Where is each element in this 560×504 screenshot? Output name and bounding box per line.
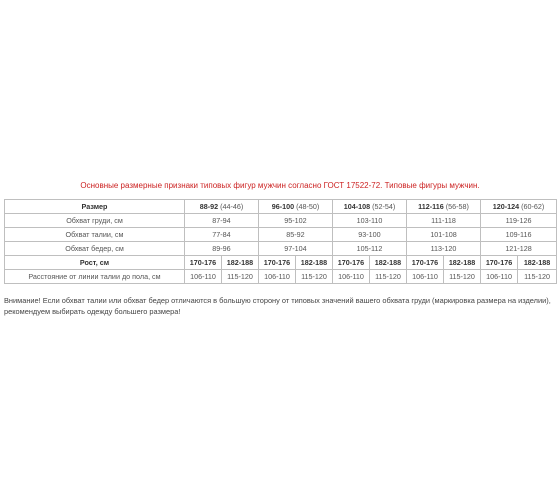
waist-cell: 77-84 [185,228,259,242]
size-cell [481,200,557,214]
chest-label: Обхват груди, см [5,214,185,228]
size-cell [259,200,333,214]
hips-cell: 105-112 [333,242,407,256]
distance-cell: 106-110 [481,270,518,284]
size-table [4,199,557,284]
warning-note: Внимание! Если обхват талии или обхват бедер отличаются в большую сторону от типовых значений вашего обхвата груди (маркировка размера на изделии), рекомендуем выбирать одежду большего размера! [4,296,551,316]
size-row [5,200,557,214]
hips-row [5,242,557,256]
waist-cell: 109-116 [481,228,557,242]
chest-cell: 103-110 [333,214,407,228]
waist-label: Обхват талии, см [5,228,185,242]
size-cell [333,200,407,214]
chest-row [5,214,557,228]
distance-cell: 115-120 [518,270,557,284]
size-alt: (48-50) [296,202,320,211]
height-label: Рост, см [5,256,185,270]
hips-label: Обхват бедер, см [5,242,185,256]
height-cell: 170-176 [333,256,370,270]
size-alt: (52-54) [372,202,396,211]
size-alt: (60-62) [521,202,545,211]
size-cell [185,200,259,214]
hips-cell: 97-104 [259,242,333,256]
distance-cell: 115-120 [222,270,259,284]
height-cell: 170-176 [481,256,518,270]
size-main: 112-116 [418,202,444,211]
height-cell: 170-176 [259,256,296,270]
size-alt: (56-58) [445,202,469,211]
hips-cell: 89-96 [185,242,259,256]
waist-cell: 85-92 [259,228,333,242]
hips-cell: 121-128 [481,242,557,256]
distance-cell: 106-110 [185,270,222,284]
distance-label: Расстояние от линии талии до пола, см [5,270,185,284]
distance-cell: 115-120 [370,270,407,284]
height-cell: 182-188 [444,256,481,270]
height-cell: 182-188 [296,256,333,270]
distance-row [5,270,557,284]
size-label: Размер [5,200,185,214]
distance-cell: 106-110 [407,270,444,284]
size-alt: (44-46) [220,202,244,211]
size-main: 88-92 [199,202,219,211]
height-cell: 170-176 [407,256,444,270]
height-cell: 170-176 [185,256,222,270]
distance-cell: 115-120 [444,270,481,284]
height-row [5,256,557,270]
waist-cell: 93-100 [333,228,407,242]
size-main: 104-108 [343,202,371,211]
chest-cell: 119-126 [481,214,557,228]
chest-cell: 111-118 [407,214,481,228]
chest-cell: 95-102 [259,214,333,228]
height-cell: 182-188 [222,256,259,270]
height-cell: 182-188 [518,256,557,270]
waist-cell: 101-108 [407,228,481,242]
distance-cell: 106-110 [333,270,370,284]
table-title: Основные размерные признаки типовых фигур мужчин согласно ГОСТ 17522-72. Типовые фигуры мужчин. [80,181,480,190]
size-cell [407,200,481,214]
hips-cell: 113-120 [407,242,481,256]
distance-cell: 115-120 [296,270,333,284]
size-main: 120-124 [492,202,520,211]
size-main: 96-100 [271,202,295,211]
chest-cell: 87-94 [185,214,259,228]
waist-row [5,228,557,242]
distance-cell: 106-110 [259,270,296,284]
height-cell: 182-188 [370,256,407,270]
